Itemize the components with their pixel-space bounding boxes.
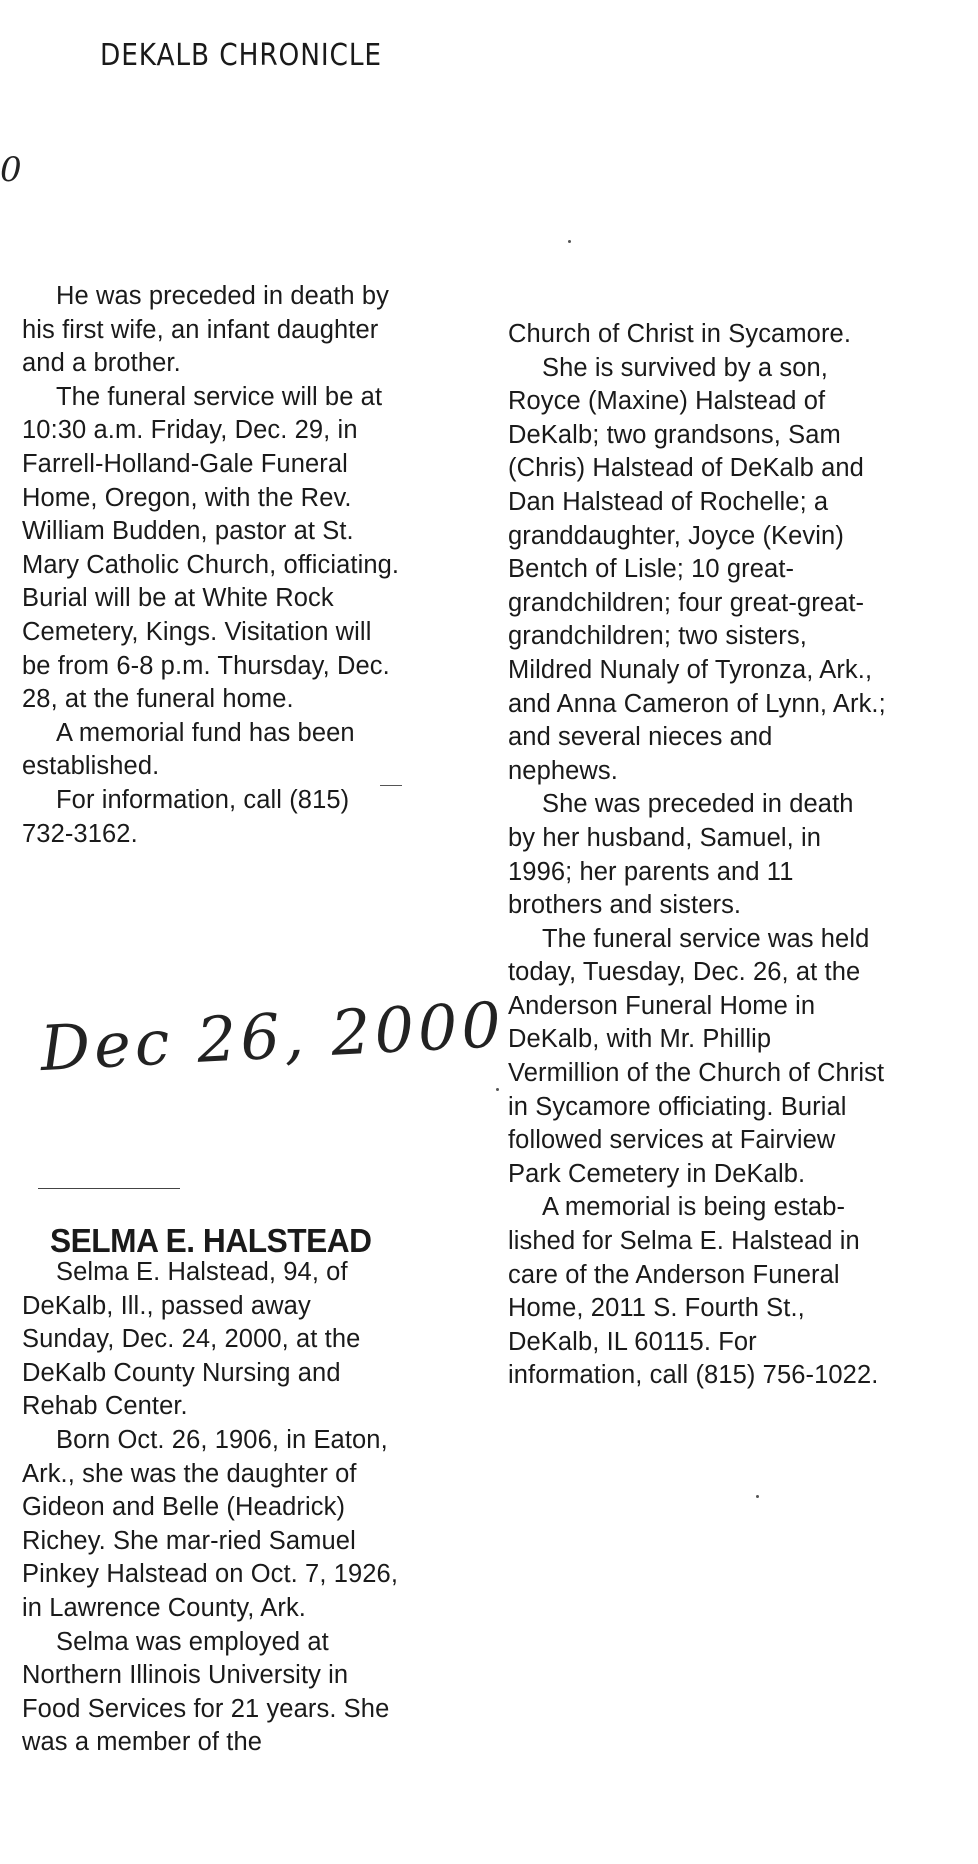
- paragraph: A memorial fund has been established.: [22, 718, 355, 781]
- paragraph: She is survived by a son, Royce (Maxine) Halstead of DeKalb; two grandsons, Sam (Chris) Halstead of DeKalb and Dan Halstead of Rochelle; a granddaughter, Joyce (Kevin) Bentch of Lisle; 10 great-grandchildren; four great-great-grandchildren; two sisters, Mildred Nunaly of Tyronza, Ark., and Anna Cameron of Lynn, Ark.; and several nieces and nephews.: [508, 353, 886, 785]
- obituary-headline: SELMA E. HALSTEAD: [50, 1222, 372, 1259]
- paragraph: Born Oct. 26, 1906, in Eaton, Ark., she was the daughter of Gideon and Belle (Headrick) Richey. She mar-ried Samuel Pinkey Halstead on Oct. 7, 1926, in Lawrence County, Ark.: [22, 1425, 399, 1622]
- paragraph: He was preceded in death by his first wife, an infant daughter and a brother.: [22, 282, 389, 378]
- scan-speck: [568, 240, 571, 243]
- paragraph: The funeral service was held today, Tuesday, Dec. 26, at the Anderson Funeral Home in DeKalb, with Mr. Phillip Vermillion of the Church of Christ in Sycamore officiating. Burial followed services at Fairview Park Cemetery in DeKalb.: [508, 924, 885, 1188]
- paragraph: A memorial is being estab-lished for Selma E. Halstead in care of the Anderson Funeral Home, 2011 S. Fourth St., DeKalb, IL 60115. For information, call (815) 756-1022.: [508, 1193, 879, 1390]
- masthead: DEKALB CHRONICLE: [100, 38, 382, 73]
- divider-rule: [38, 1188, 180, 1189]
- scan-speck: [496, 1088, 499, 1091]
- paragraph: The funeral service will be at 10:30 a.m. Friday, Dec. 29, in Farrell-Holland-Gale Funeral Home, Oregon, with the Rev. William Budden, pastor at St. Mary Catholic Church, officiating. Burial will be at White Rock Cemetery, Kings. Visitation will be from 6-8 p.m. Thursday, Dec. 28, at the funeral home.: [22, 382, 400, 714]
- scan-speck: [756, 1495, 759, 1498]
- handwritten-mark: 0: [0, 150, 22, 190]
- small-dash: [380, 785, 402, 786]
- handwritten-date: Dec 26, 2000: [38, 987, 507, 1086]
- paragraph: For information, call (815) 732-3162.: [22, 785, 350, 848]
- paragraph: Church of Christ in Sycamore.: [508, 320, 852, 348]
- paragraph: She was preceded in death by her husband, Samuel, in 1996; her parents and 11 brothers and sisters.: [508, 790, 854, 920]
- paragraph: Selma was employed at Northern Illinois University in Food Services for 21 years. She was a member of the: [22, 1627, 390, 1757]
- paragraph: Selma E. Halstead, 94, of DeKalb, Ill., passed away Sunday, Dec. 24, 2000, at the DeKalb County Nursing and Rehab Center.: [22, 1258, 361, 1421]
- obituary-body-column: [22, 1256, 407, 1760]
- previous-obituary-column: [22, 280, 402, 851]
- obituary-continuation-column: [508, 318, 886, 1393]
